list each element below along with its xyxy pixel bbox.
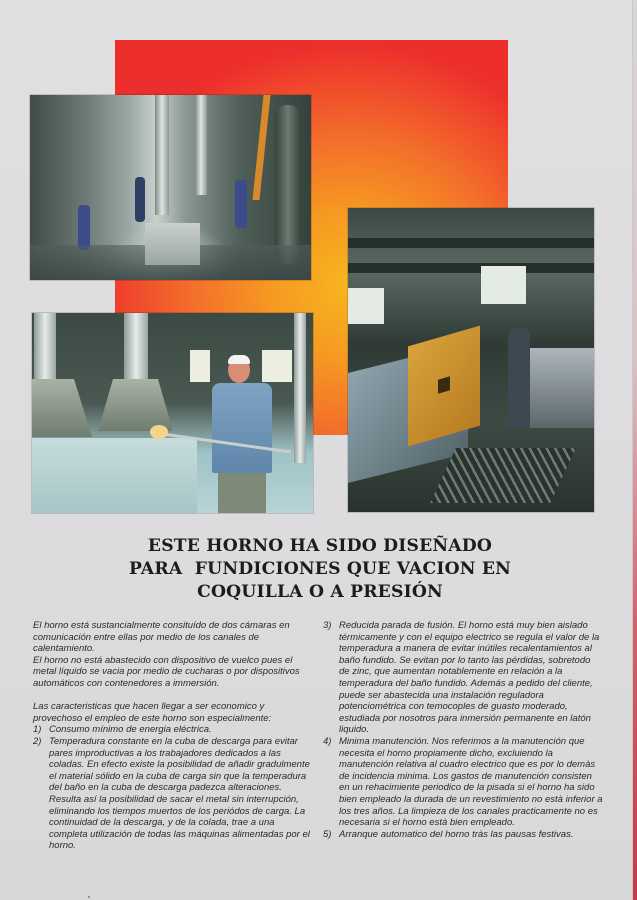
photo-window bbox=[481, 266, 526, 304]
list-item-number: 3) bbox=[323, 620, 332, 631]
headline-line-1: ESTE HORNO HA SIDO DISEÑADO bbox=[147, 536, 493, 556]
photo-pipe bbox=[155, 95, 169, 215]
photo-worker-cap bbox=[228, 355, 250, 364]
list-item-text: Consumo mínimo de energia eléctrica. bbox=[49, 724, 212, 736]
list-item-number: 4) bbox=[323, 735, 332, 747]
list-item-5 bbox=[323, 829, 603, 841]
photo-hood bbox=[98, 379, 173, 431]
list-item-4 bbox=[323, 736, 603, 829]
list-item-text: Minima manutención. Nos referimos a la manutención que necesita el horno propiamente dicho, excluiendo la manutención relativa al cuadro electrico que es por lo demàs de incidencia minima. Los gastos de manutención consisten en un rehacimiente periodico de la pisada si el horno ha sido bien empleado la durada de un revestimiento no està inferior a los tres años. La limpieza de los canales practicamente no es necesaria si el horno està bien empleado. bbox=[339, 735, 603, 829]
list-item-text: Arranque automatico del horno tràs las pausas festivas. bbox=[339, 828, 574, 840]
photo-roof-beam bbox=[348, 238, 594, 248]
photo-worker bbox=[78, 205, 90, 250]
list-item-number: 5) bbox=[323, 828, 332, 840]
intro-paragraph-3: Las caracteristicas que hacen llegar a ser economico y provechoso el empleo de este horno son especialmente: bbox=[33, 701, 272, 724]
page-headline bbox=[100, 535, 540, 604]
photo-duct bbox=[294, 313, 306, 463]
photo-window bbox=[190, 350, 210, 382]
photo-worker-ladling bbox=[32, 313, 313, 513]
list-item-3 bbox=[323, 620, 603, 736]
list-item-number: 1) bbox=[33, 724, 42, 736]
list-item-text: Reducida parada de fusión. El horno está muy bien aislado térmicamente y con el equipo electrico se regula el valor de la temperadura a manera de evitar inútiles recalentamientos al baño fundido. Se evitan por lo tanto las pérdidas, sobretodo de zinc, que aumentan notablemente en relación a la temperadura del baño fundido. Además a pedido del cliente, puede ser abastecida una instalación reguladora potenciométrica con temocoples de guasto moderado, estudiada por nosotros para inmersión permanente en latón liquido. bbox=[339, 620, 600, 736]
headline-line-2: PARA FUNDICIONES QUE VACION EN bbox=[128, 559, 512, 579]
photo-foundry-overview bbox=[30, 95, 311, 280]
photo-molten-metal bbox=[150, 425, 168, 439]
photo-floor-grate bbox=[430, 448, 576, 503]
left-text-column bbox=[33, 620, 311, 852]
headline-line-3: COQUILLA O A PRESIÓN bbox=[197, 582, 443, 602]
photo-operator bbox=[508, 328, 530, 428]
photo-furnace bbox=[32, 438, 197, 513]
photo-pipe bbox=[195, 95, 207, 195]
photo-worker bbox=[135, 177, 145, 222]
list-item-1 bbox=[33, 724, 311, 736]
page-edge-red-stripe bbox=[633, 0, 637, 900]
print-speck bbox=[88, 896, 90, 898]
photo-yellow-door bbox=[408, 326, 480, 447]
photo-extraction-hose bbox=[275, 105, 301, 265]
intro-paragraph-2: El horno no está abastecido con dispositivo de vuelco pues el metal líquido se vacia por medio de cucharas o por dispositivos automáticos con contenedores a immersión. bbox=[33, 654, 300, 689]
photo-roof-beam bbox=[348, 263, 594, 273]
photo-hood bbox=[32, 379, 92, 437]
photo-workbench bbox=[528, 348, 594, 428]
photo-duct bbox=[124, 313, 148, 383]
photo-die-casting-machine bbox=[348, 208, 594, 512]
photo-window bbox=[348, 288, 384, 324]
photo-window bbox=[262, 350, 292, 382]
photo-furnace-box bbox=[145, 223, 200, 265]
list-item-number: 2) bbox=[33, 735, 42, 747]
photo-worker-body bbox=[212, 383, 272, 473]
intro-paragraph-1: El horno está sustancialmente consituído de dos cámaras en comunicación entre ellas por medio de los canales de calentamiento. bbox=[33, 620, 290, 655]
list-item-2 bbox=[33, 736, 311, 852]
right-text-column bbox=[323, 620, 603, 840]
list-item-text: Temperadura constante en la cuba de descarga para evitar pares improductivas a los trabajadores dedicados a las coladas. En efecto existe la posibilidad de añadir gradulmente el material sólido en la cuba de carga sin que la temperadura del baño en la cuba de descarga padezca alteraciones. Resulta así la posibilidad de sacar el metal sin interrupción, eliminando los tiempos muertos de los periódos de carga. La continuidad de la descarga, y de la colada, trae a una completa utilización de todas las máquinas alimentadas por el horno. bbox=[49, 735, 310, 852]
photo-orange-pipe bbox=[252, 95, 270, 200]
photo-duct bbox=[34, 313, 56, 383]
photo-worker bbox=[235, 180, 247, 228]
